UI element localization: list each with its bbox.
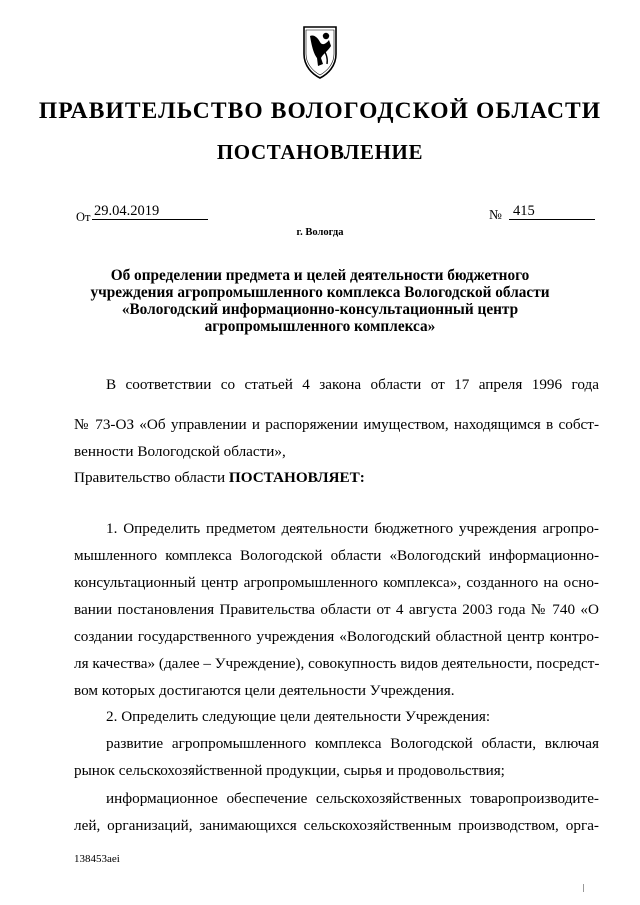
clause-1-line: консультационный центр агропромышленного комплекса», созданного на осно- (74, 574, 599, 591)
clause-1-line: вом которых достигаются цели деятельности Учреждения. (74, 682, 455, 699)
clause-1-line: вании постановления Правительства области от 4 августа 2003 года № 740 «О (74, 601, 599, 618)
document-type: ПОСТАНОВЛЕНИЕ (216, 140, 424, 164)
document-number: 415 (509, 203, 595, 220)
city: г. Вологда (296, 227, 344, 238)
clause-1-line: ля качества» (далее – Учреждение), совокупность видов деятельности, посредст- (74, 655, 600, 672)
clause-1-line: 1. Определить предметом деятельности бюджетного учреждения агропро- (106, 520, 599, 537)
clause-1-line: мышленного комплекса Вологодской области «Вологодский информационно- (74, 547, 599, 564)
number-label: № (489, 207, 502, 222)
subject-line: учреждения агропромышленного комплекса Вологодской области (90, 284, 550, 301)
subject-line: «Вологодский информационно-консультационный центр (121, 301, 519, 318)
goal-1-line: развитие агропромышленного комплекса Вологодской области, включая (106, 735, 599, 752)
decree-prefix: Правительство области (74, 469, 229, 486)
decree-line (74, 468, 599, 488)
goal-1-line: рынок сельскохозяйственной продукции, сырья и продовольствия; (74, 762, 505, 779)
subject-line: Об определении предмета и целей деятельности бюджетного (110, 267, 530, 284)
decree-word: ПОСТАНОВЛЯЕТ: (228, 469, 365, 486)
preamble-line: В соответствии со статьей 4 закона области от 17 апреля 1996 года (106, 376, 599, 393)
subject-line: агропромышленного комплекса» (204, 318, 436, 335)
goal-2-line: лей, организаций, занимающихся сельскохозяйственным производством, орга- (74, 817, 599, 834)
document-date: 29.04.2019 (92, 203, 208, 220)
document-code: 138453aei (74, 853, 120, 865)
organization-title: ПРАВИТЕЛЬСТВО ВОЛОГОДСКОЙ ОБЛАСТИ (38, 98, 602, 124)
clause-1-line: создании государственного учреждения «Вологодский областной центр контро- (74, 628, 599, 645)
page-margin-mark (583, 884, 584, 892)
document-subject (80, 267, 560, 335)
coat-of-arms-icon (300, 24, 340, 80)
preamble-line: № 73-ОЗ «Об управлении и распоряжении имуществом, находящимся в собст- (74, 416, 599, 433)
clause-2-line: 2. Определить следующие цели деятельности Учреждения: (106, 708, 491, 725)
goal-2-line: информационное обеспечение сельскохозяйственных товаропроизводите- (106, 790, 599, 807)
date-label: От (76, 210, 91, 224)
preamble-line: венности Вологодской области», (74, 443, 286, 460)
